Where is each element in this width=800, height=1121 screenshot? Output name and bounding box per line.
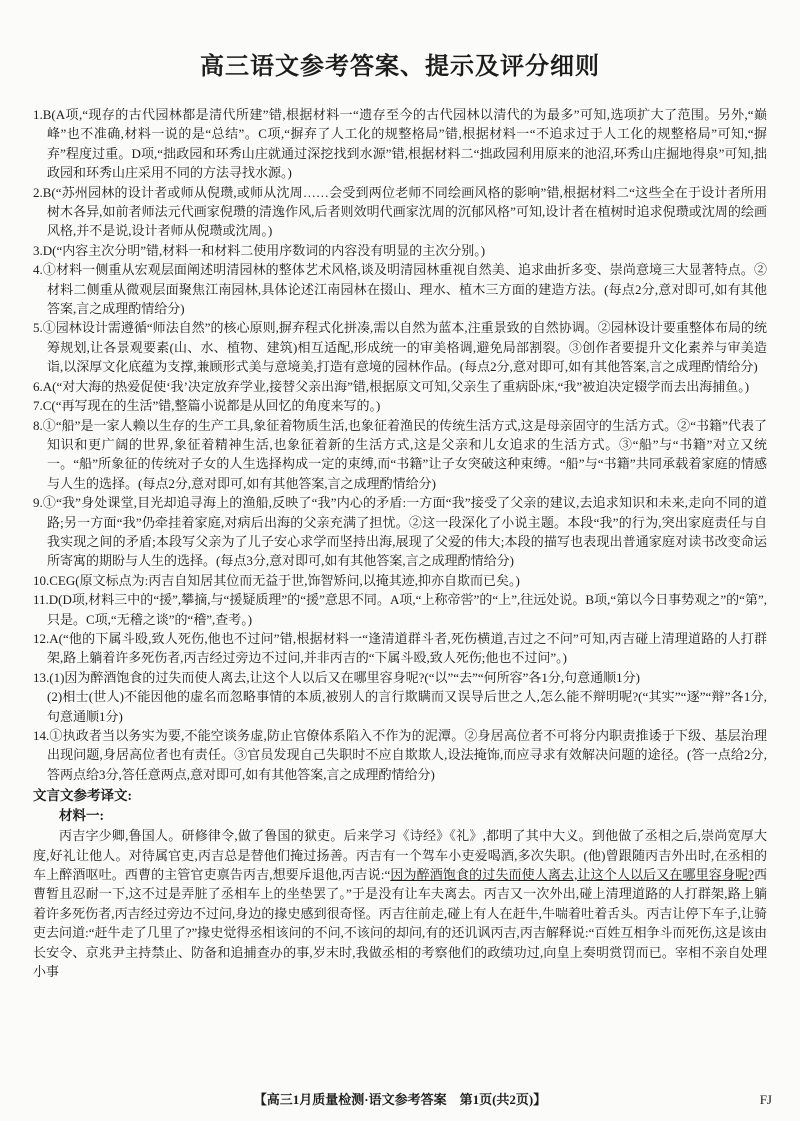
footer-text: 【高三1月质量检测·语文参考答案 第1页(共2页)】	[253, 1092, 547, 1107]
translation-heading: 文言文参考译文:	[33, 788, 132, 804]
answer-item: 14.①执政者当以务实为要,不能空谈务虚,防止官僚体系陷入不作为的泥潭。②身居高位者不可将分内职责推诿于下级、基层治理出现问题,身居高位者也有责任。③官员发现自己失职时不应自欺欺人,设法掩饰,而应寻求有效解决问题的途径。(答一点给2分,答两点给3分,答任意两点,意对即可,如有其他答案,言之成理酌情给分)	[33, 728, 767, 782]
answer-item: 13.(1)因为醉酒饱食的过失而使人离去,让这个人以后又在哪里容身呢?(“以”“去”“何所容”各1分,句意通顺1分)	[33, 669, 640, 685]
material-label: 材料一:	[59, 808, 104, 824]
answer-item: (2)相士(世人)不能因他的虚名而忽略事情的本质,被别人的言行欺瞒而又误导后世之人,怎么能不辩明呢?(“其实”“逐”“辩”各1分,句意通顺1分)	[47, 689, 767, 724]
answer-item: 10.CEG(原文标点为:丙吉自知居其位而无益于世,饰智矫问,以掩其迹,抑亦自欺而已矣。)	[33, 572, 520, 588]
answer-item: 12.A(“他的下属斗殴,致人死伤,他也不过问”错,根据材料一“逢清道群斗者,死伤横道,吉过之不问”可知,丙吉碰上清理道路的人打群架,路上躺着许多死伤者,丙吉经过旁边不过问,并非丙吉的“下属斗殴,致人死伤;他也不过问”。)	[33, 630, 767, 666]
answer-item: 8.①“船”是一家人赖以生存的生产工具,象征着物质生活,也象征着渔民的传统生活方式,这是母亲固守的生活方式。②“书籍”代表了知识和更广阔的世界,象征着精神生活,也象征着新的生活方式,这是父亲和儿女追求的生活方式。③“船”与“书籍”对立又统一。“船”所象征的传统对子女的人生选择构成一定的束缚,而“书籍”让子女突破这种束缚。“船”与“书籍”共同承载着家庭的情感与人生的选择。(每点2分,意对即可,如有其他答案,言之成理酌情给分)	[33, 417, 767, 491]
answer-item: 1.B(A项,“现存的古代园林都是清代所建”错,根据材料一“遗存至今的古代园林以清代的为最多”可知,选项扩大了范围。另外,“巅峰”也不准确,材料一说的是“总结”。C项,“摒弃了人工化的规整格局”错,根据材料一“不追求过于人工化的规整格局”可知,“摒弃”程度过重。D项,“拙政园和环秀山庄就通过深挖找到水源”错,根据材料二“拙政园利用原来的池沼,环秀山庄掘地得泉”可知,拙政园和环秀山庄采用不同的方法寻找水源。)	[33, 107, 767, 181]
footer-code: FJ	[759, 1092, 772, 1107]
answer-item: 11.D(D项,材料三中的“援”,攀摘,与“援疑质理”的“援”意思不同。A项,“上称帝喾”的“上”,往远处说。B项,“第以今日事势观之”的“第”,只是。C项,“无稽之谈”的“稽”,查考。)	[33, 592, 767, 627]
answer-item: 4.①材料一侧重从宏观层面阐述明清园林的整体艺术风格,谈及明清园林重视自然美、追求曲折多变、崇尚意境三大显著特点。②材料二侧重从微观层面聚焦江南园林,具体论述江南园林在掇山、理水、植木三方面的建造方法。(每点2分,意对即可,如有其他答案,言之成理酌情给分)	[33, 262, 767, 317]
answer-item: 6.A(“对大海的热爱促使‘我’决定放弃学业,接替父亲出海”错,根据原文可知,父亲生了重病卧床,“我”被迫决定辍学而去出海捕鱼。)	[33, 378, 750, 394]
page-footer	[0, 1091, 800, 1109]
answer-item: 3.D(“内容主次分明”错,材料一和材料二使用序数词的内容没有明显的主次分别。)	[33, 242, 486, 258]
answer-item: 9.①“我”身处课堂,目光却追寻海上的渔船,反映了“我”内心的矛盾:一方面“我”接受了父亲的建议,去追求知识和未来,走向不同的道路;另一方面“我”仍牵挂着家庭,对病后出海的父亲充满了担忧。②这一段深化了小说主题。本段“我”的行为,突出家庭责任与自我实现之间的矛盾;本段写父亲为了儿子安心求学而坚持出海,展现了父爱的伟大;本段的描写也表现出普通家庭对读书改变命运所寄寓的期盼与人生的选择。(每点3分,意对即可,如有其他答案,言之成理酌情给分)	[33, 495, 767, 569]
material-text	[33, 826, 767, 981]
answer-item: 7.C(“再写现在的生活”错,整篇小说都是从回忆的角度来写的。)	[33, 398, 381, 414]
answer-item: 5.①园林设计需遵循“师法自然”的核心原则,摒弃程式化拼凑,需以自然为蓝本,注重景致的自然协调。②园林设计要重整体布局的统筹规划,让各景观要素(山、水、植物、建筑)相互适配,形成统一的审美格调,避免局部割裂。③创作者要提升文化素养与审美造诣,以深厚文化底蕴为支撑,兼顾形式美与意境美,打造有意境的园林作品。(每点2分,意对即可,如有其他答案,言之成理酌情给分)	[33, 320, 767, 375]
answer-item: 2.B(“苏州园林的设计者或师从倪瓒,或师从沈周……会受到两位老师不同绘画风格的影响”错,根据材料二“这些全在于设计者所用树木各异,如前者师法元代画家倪瓒的清逸作风,后者则效明代画家沈周的沉郁风格”可知,设计者在植树时追求倪瓒或沈周的绘画风格,并不是说,设计者师从倪瓒或沈周。)	[33, 184, 767, 239]
answer-list	[33, 105, 767, 784]
page-title: 高三语文参考答案、提示及评分细则	[200, 54, 600, 80]
underlined-sentence: 因为醉酒饱食的过失而使人离去,让这个人以后又在哪里容身呢?	[390, 867, 754, 883]
translation-segment: 丙吉字少卿,鲁国人。研修律令,做了鲁国的狱吏。后来学习《诗经》《礼》,都明了其中大义。到他做了丞相之后,崇尚宽厚大度,好礼让他人。对待属官吏,丙吉总是替他们掩过扬善。丙吉有一个驾车小吏爱喝酒,多次失职。(他)曾跟随丙吉外出时,在丞相的车上醉酒呕吐。西曹的主管官吏禀告丙吉,想要斥退他,丙吉说:“	[33, 828, 767, 883]
translation-segment: 西曹暂且忍耐一下,这不过是弄脏了丞相车上的坐垫罢了。”于是没有让车夫离去。丙吉又一次外出,碰上清理道路的人打群架,路上躺着许多死伤者,丙吉经过旁边不过问,身边的掾史感到很奇怪。丙吉往前走,碰上有人在赶牛,牛喘着吐着舌头。丙吉让停下车子,让骑吏去问道:“赶牛走了几里了?”掾史觉得丞相该问的不问,不该问的却问,有的还讥讽丙吉,丙吉解释说:“百姓互相争斗而死伤,这是该由长安令、京兆尹主持禁止、防备和追捕查办的事,岁末时,我做丞相的考察他们的政绩功过,向皇上奏明赏罚而已。宰相不亲自处理小事	[33, 867, 767, 980]
